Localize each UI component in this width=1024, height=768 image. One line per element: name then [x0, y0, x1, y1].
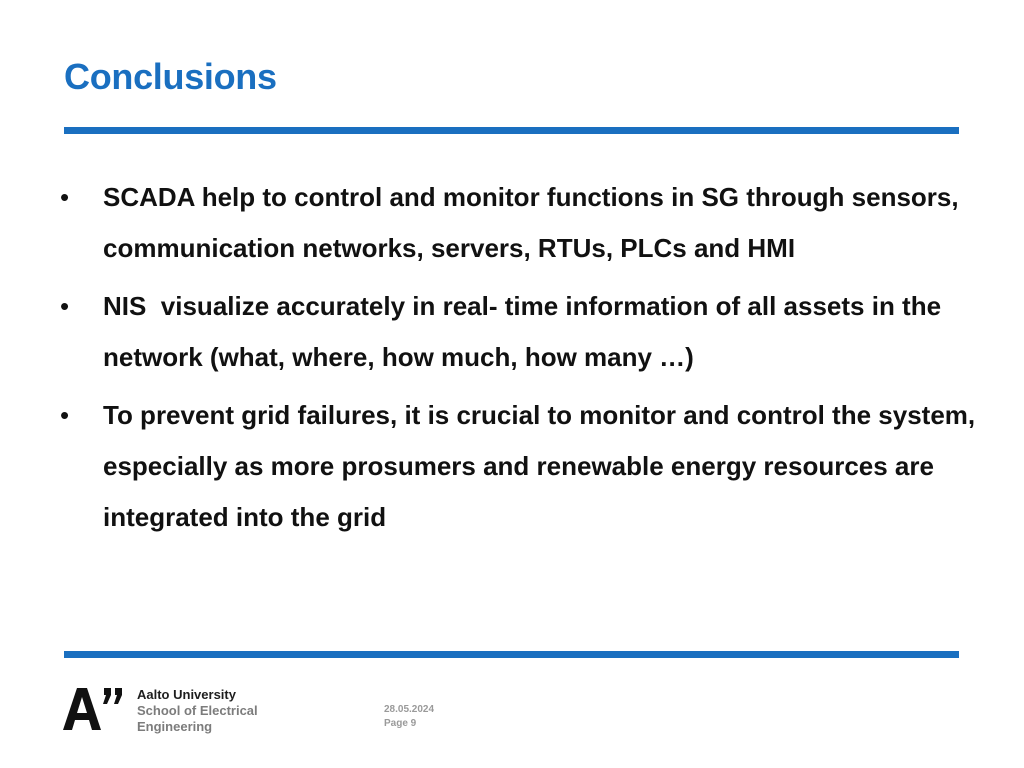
bullet-item: [60, 281, 980, 383]
bullet-marker: •: [60, 291, 70, 321]
page-number: Page 9: [384, 718, 417, 729]
slide-meta: [384, 703, 434, 731]
organization-block: [137, 687, 258, 735]
bullet-list: [60, 172, 980, 550]
bullet-item: [60, 172, 980, 274]
bullet-marker: •: [60, 400, 70, 430]
university-name: Aalto University: [137, 687, 236, 702]
bullet-text: To prevent grid failures, it is crucial to monitor and control the system, especially as more prosumers and renewable energy resources are integrated into the grid: [103, 400, 976, 532]
aalto-logo-icon: [63, 688, 127, 730]
bullet-text: NIS visualize accurately in real- time information of all assets in the network (what, where, how much, how many …): [103, 291, 949, 372]
bullet-marker: •: [60, 182, 70, 212]
header-divider: [64, 127, 959, 134]
slide-title: Conclusions: [64, 56, 277, 97]
school-name-line1: School of Electrical: [137, 703, 258, 718]
bullet-item: [60, 390, 980, 543]
slide-date: 28.05.2024: [384, 704, 435, 715]
footer-divider: [64, 651, 959, 658]
school-name-line2: Engineering: [137, 719, 213, 734]
bullet-text: SCADA help to control and monitor functions in SG through sensors, communication networks, servers, RTUs, PLCs and HMI: [103, 182, 959, 263]
